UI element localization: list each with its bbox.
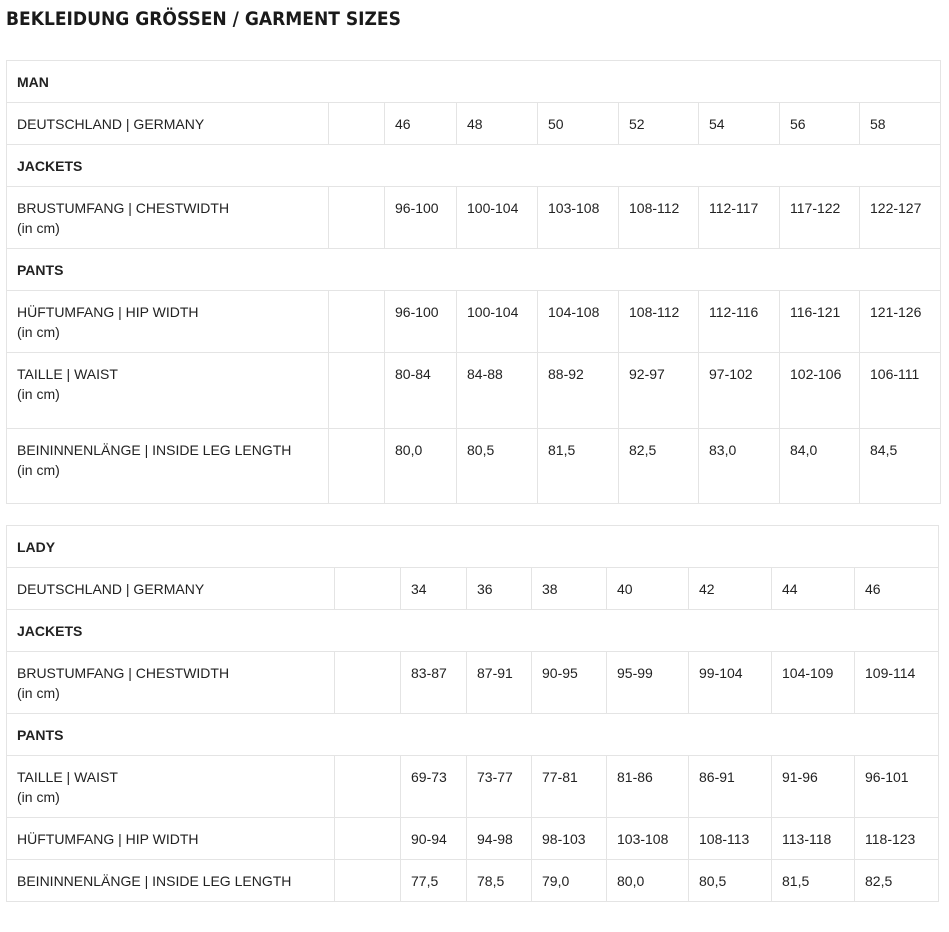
size-cell: 81-86	[607, 756, 689, 818]
lady-size-table	[6, 525, 939, 902]
row-label-text: BRUSTUMFANG | CHESTWIDTH	[17, 665, 230, 681]
row-label	[7, 429, 329, 504]
size-cell: 96-100	[385, 291, 457, 353]
size-cell: 87-91	[467, 652, 532, 714]
row-label: HÜFTUMFANG | HIP WIDTH	[7, 818, 335, 860]
lady-chest-row	[7, 652, 939, 714]
unit-note: (in cm)	[17, 324, 60, 340]
row-label-text: HÜFTUMFANG | HIP WIDTH	[17, 304, 199, 320]
size-cell: 121-126	[860, 291, 941, 353]
row-label-text: BRUSTUMFANG | CHESTWIDTH	[17, 200, 230, 216]
size-cell: 112-116	[699, 291, 780, 353]
size-cell: 86-91	[689, 756, 772, 818]
size-cell: 109-114	[855, 652, 939, 714]
size-cell: 36	[467, 568, 532, 610]
size-cell: 48	[457, 103, 538, 145]
size-cell: 88-92	[538, 353, 619, 429]
row-label	[7, 353, 329, 429]
size-cell: 106-111	[860, 353, 941, 429]
lady-waist-row	[7, 756, 939, 818]
man-heading: MAN	[7, 61, 941, 103]
size-cell: 46	[385, 103, 457, 145]
size-cell: 99-104	[689, 652, 772, 714]
size-cell: 80,5	[689, 860, 772, 902]
size-cell: 80,0	[607, 860, 689, 902]
size-cell: 91-96	[772, 756, 855, 818]
size-cell: 103-108	[538, 187, 619, 249]
unit-note: (in cm)	[17, 220, 60, 236]
size-cell: 108-112	[619, 187, 699, 249]
size-cell: 54	[699, 103, 780, 145]
size-cell: 50	[538, 103, 619, 145]
size-cell: 78,5	[467, 860, 532, 902]
man-pants-heading-row	[7, 249, 941, 291]
spacer-cell	[329, 291, 385, 353]
row-label	[7, 291, 329, 353]
size-cell: 118-123	[855, 818, 939, 860]
size-cell: 77,5	[401, 860, 467, 902]
size-cell: 77-81	[532, 756, 607, 818]
lady-heading-row	[7, 526, 939, 568]
size-cell: 94-98	[467, 818, 532, 860]
spacer-cell	[335, 756, 401, 818]
man-germany-row	[7, 103, 941, 145]
row-label: BEININNENLÄNGE | INSIDE LEG LENGTH	[7, 860, 335, 902]
size-cell: 90-95	[532, 652, 607, 714]
lady-heading: LADY	[7, 526, 939, 568]
lady-leg-row	[7, 860, 939, 902]
size-cell: 79,0	[532, 860, 607, 902]
size-cell: 92-97	[619, 353, 699, 429]
size-cell: 83,0	[699, 429, 780, 504]
row-label	[7, 756, 335, 818]
spacer-cell	[329, 103, 385, 145]
size-cell: 80,5	[457, 429, 538, 504]
size-cell: 80-84	[385, 353, 457, 429]
row-label	[7, 652, 335, 714]
size-cell: 42	[689, 568, 772, 610]
size-cell: 113-118	[772, 818, 855, 860]
size-cell: 81,5	[538, 429, 619, 504]
row-label: DEUTSCHLAND | GERMANY	[7, 568, 335, 610]
spacer-cell	[335, 818, 401, 860]
size-cell: 108-112	[619, 291, 699, 353]
size-cell: 84-88	[457, 353, 538, 429]
size-cell: 90-94	[401, 818, 467, 860]
size-cell: 108-113	[689, 818, 772, 860]
size-cell: 97-102	[699, 353, 780, 429]
unit-note: (in cm)	[17, 685, 60, 701]
lady-germany-row	[7, 568, 939, 610]
lady-hip-row	[7, 818, 939, 860]
size-cell: 100-104	[457, 291, 538, 353]
man-size-table	[6, 60, 941, 504]
man-heading-row	[7, 61, 941, 103]
spacer-cell	[335, 568, 401, 610]
size-cell: 116-121	[780, 291, 860, 353]
spacer-cell	[329, 429, 385, 504]
unit-note: (in cm)	[17, 462, 60, 478]
size-cell: 96-100	[385, 187, 457, 249]
spacer-cell	[335, 652, 401, 714]
lady-pants-heading-row	[7, 714, 939, 756]
size-cell: 40	[607, 568, 689, 610]
row-label: DEUTSCHLAND | GERMANY	[7, 103, 329, 145]
man-waist-row	[7, 353, 941, 429]
spacer-cell	[329, 353, 385, 429]
size-cell: 44	[772, 568, 855, 610]
page-title: BEKLEIDUNG GRÖSSEN / GARMENT SIZES	[6, 8, 401, 30]
size-cell: 104-109	[772, 652, 855, 714]
jackets-heading: JACKETS	[7, 610, 939, 652]
size-cell: 84,5	[860, 429, 941, 504]
size-cell: 122-127	[860, 187, 941, 249]
size-cell: 82,5	[855, 860, 939, 902]
size-cell: 58	[860, 103, 941, 145]
size-cell: 100-104	[457, 187, 538, 249]
size-cell: 69-73	[401, 756, 467, 818]
lady-jackets-heading-row	[7, 610, 939, 652]
unit-note: (in cm)	[17, 789, 60, 805]
size-cell: 102-106	[780, 353, 860, 429]
pants-heading: PANTS	[7, 714, 939, 756]
size-cell: 56	[780, 103, 860, 145]
size-cell: 112-117	[699, 187, 780, 249]
size-cell: 82,5	[619, 429, 699, 504]
unit-note: (in cm)	[17, 386, 60, 402]
size-cell: 104-108	[538, 291, 619, 353]
size-cell: 52	[619, 103, 699, 145]
size-cell: 96-101	[855, 756, 939, 818]
spacer-cell	[329, 187, 385, 249]
size-cell: 46	[855, 568, 939, 610]
size-cell: 84,0	[780, 429, 860, 504]
size-cell: 117-122	[780, 187, 860, 249]
man-hip-row	[7, 291, 941, 353]
row-label-text: BEININNENLÄNGE | INSIDE LEG LENGTH	[17, 442, 292, 458]
size-cell: 95-99	[607, 652, 689, 714]
size-cell: 98-103	[532, 818, 607, 860]
size-cell: 81,5	[772, 860, 855, 902]
spacer-cell	[335, 860, 401, 902]
size-cell: 38	[532, 568, 607, 610]
man-jackets-heading-row	[7, 145, 941, 187]
size-cell: 34	[401, 568, 467, 610]
pants-heading: PANTS	[7, 249, 941, 291]
size-cell: 73-77	[467, 756, 532, 818]
jackets-heading: JACKETS	[7, 145, 941, 187]
row-label	[7, 187, 329, 249]
size-cell: 103-108	[607, 818, 689, 860]
man-chest-row	[7, 187, 941, 249]
row-label-text: TAILLE | WAIST	[17, 366, 118, 382]
row-label-text: TAILLE | WAIST	[17, 769, 118, 785]
size-cell: 80,0	[385, 429, 457, 504]
size-cell: 83-87	[401, 652, 467, 714]
man-leg-row	[7, 429, 941, 504]
